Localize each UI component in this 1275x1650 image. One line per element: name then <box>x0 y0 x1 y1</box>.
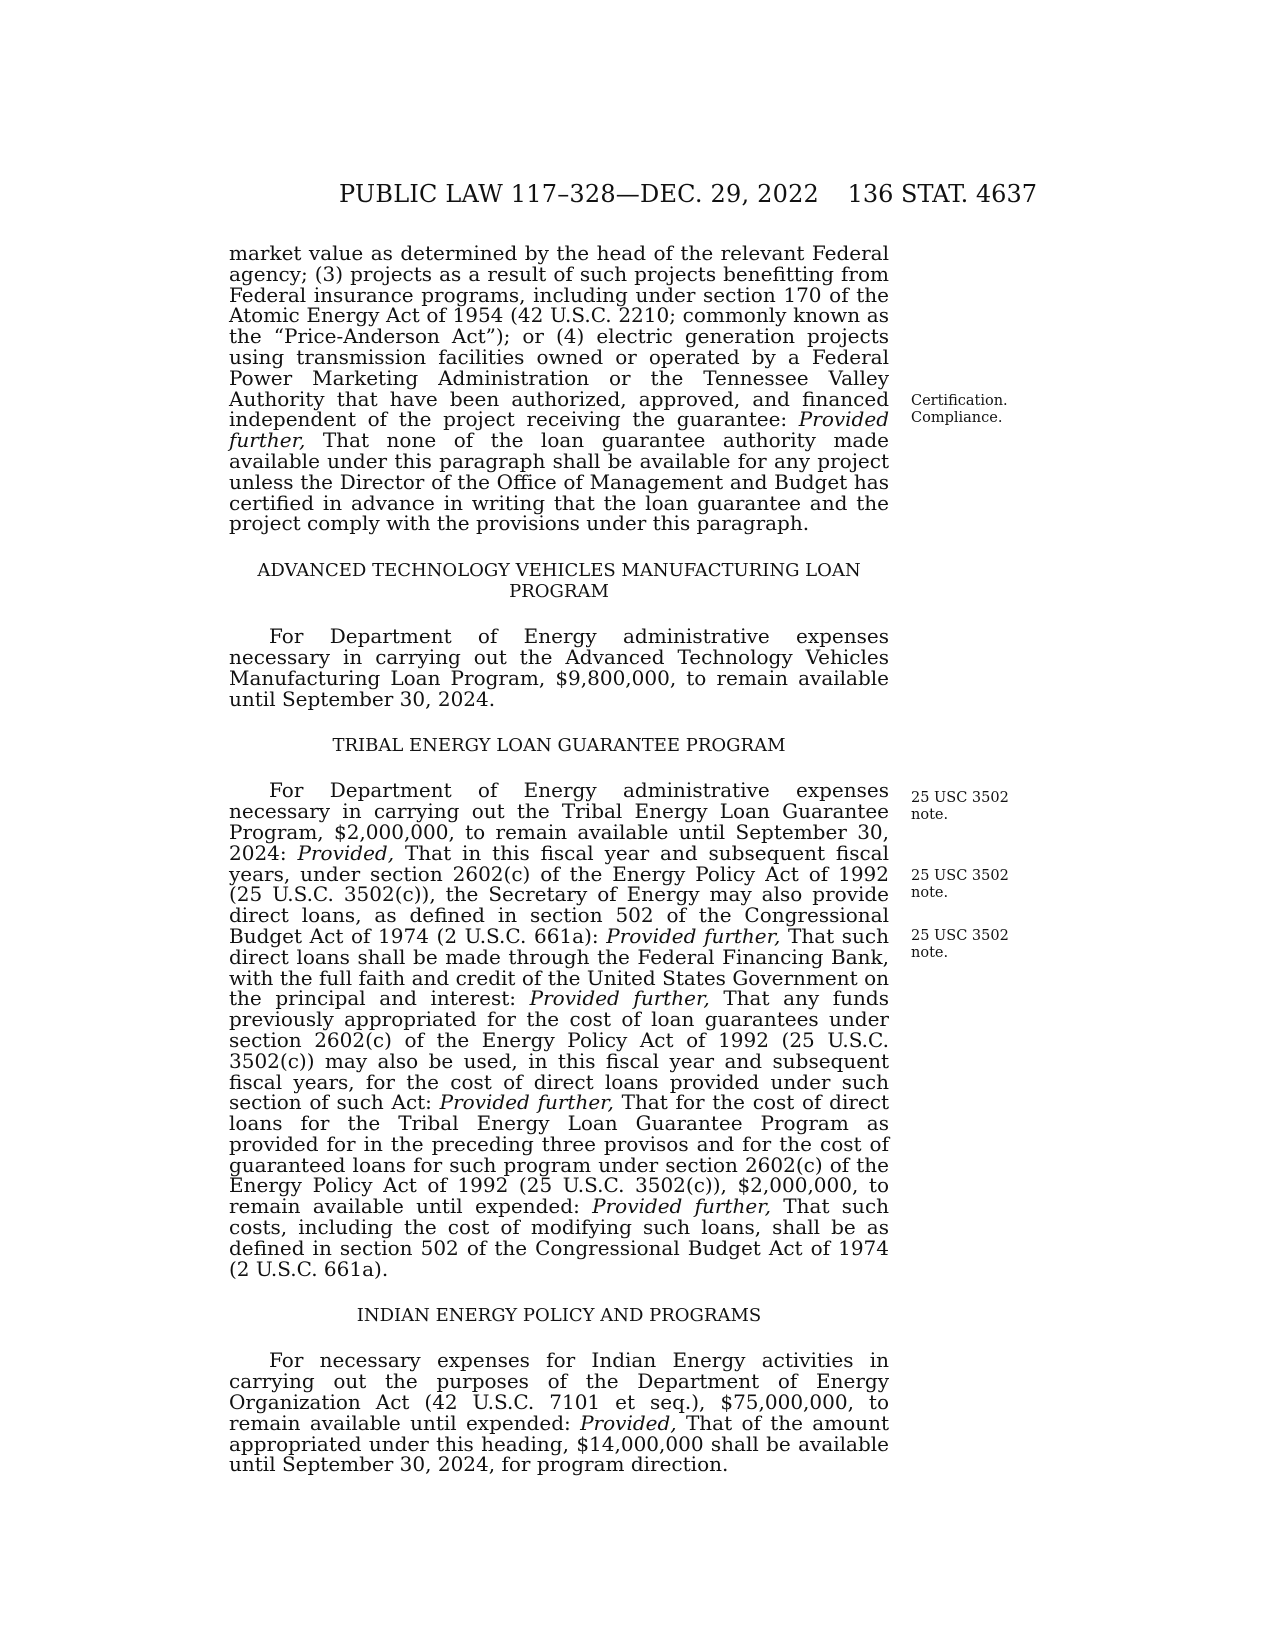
heading-advanced-technology-vehicles: ADVANCED TECHNOLOGY VEHICLES MANUFACTURING LOAN PROGRAM <box>257 560 861 603</box>
stat-page-number: 136 STAT. 4637 <box>847 180 1037 208</box>
margin-note-certification: Certification. Compliance. <box>911 393 1008 426</box>
paragraph-indian-energy: For necessary expenses for Indian Energy activities in carrying out the purposes of the Department of Energy Organization Act (42 U.S.C. 7101 et seq.), $75,000,000, to remain available until expended: Provided, That of the amount appropriated under this heading, $14,000,000 shall be available until September 30, 2024, for program direction. <box>229 1348 889 1477</box>
heading-indian-energy: INDIAN ENERGY POLICY AND PROGRAMS <box>356 1305 762 1327</box>
document-body <box>229 243 889 1475</box>
running-head: PUBLIC LAW 117–328—DEC. 29, 2022 <box>339 180 820 208</box>
page-header <box>229 180 1037 220</box>
paragraph-atvm: For Department of Energy administrative expenses necessary in carrying out the Advanced Technology Vehicles Manufacturing Loan Program, $9,800,000, to remain available until September 30, 2024. <box>229 624 889 711</box>
paragraph-tribal-energy: For Department of Energy administrative expenses necessary in carrying out the Tribal Energy Loan Guarantee Program, $2,000,000, to remain available until September 30, 2024: Provided, That in this fiscal year and subsequent fiscal years, under section 2602(c) of the Energy Policy Act of 1992 (25 U.S.C. 3502(c)), the Secretary of Energy may also provide direct loans, as defined in section 502 of the Congressional Budget Act of 1974 (2 U.S.C. 661a): Provided further, That such direct loans shall be made through the Federal Financing Bank, with the full faith and credit of the United States Government on the principal and interest: Provided further, That any funds previously appropriated for the cost of loan guarantees under section 2602(c) of the Energy Policy Act of 1992 (25 U.S.C. 3502(c)) may also be used, in this fiscal year and subsequent fiscal years, for the cost of direct loans provided under such section of such Act: Provided further, That for the cost of direct loans for the Tribal Energy Loan Guarantee Program as provided for in the preceding three provisos and for the cost of guaranteed loans for such program under section 2602(c) of the Energy Policy Act of 1992 (25 U.S.C. 3502(c)), $2,000,000, to remain available until expended: Provided further, That such costs, including the cost of modifying such loans, shall be as defined in section 502 of the Congressional Budget Act of 1974 (2 U.S.C. 661a). <box>229 778 890 1281</box>
margin-note-usc: 25 USC 3502 note. <box>911 928 1009 961</box>
margin-note-usc: 25 USC 3502 note. <box>911 790 1009 823</box>
paragraph-continued: market value as determined by the head of the relevant Federal agency; (3) projects as a result of such projects benefitting from Federal insurance programs, including under section 170 of the Atomic Energy Act of 1954 (42 U.S.C. 2210; commonly known as the “Price-Anderson Act”); or (4) electric generation projects using transmission facilities owned or operated by a Federal Power Marketing Administration or the Tennessee Valley Authority that have been authorized, approved, and financed independent of the project receiving the guarantee: Provided further, That none of the loan guarantee authority made available under this paragraph shall be available for any project unless the Director of the Office of Management and Budget has certified in advance in writing that the loan guarantee and the project comply with the provisions under this paragraph. <box>229 241 889 536</box>
margin-note-usc: 25 USC 3502 note. <box>911 868 1009 901</box>
heading-tribal-energy: TRIBAL ENERGY LOAN GUARANTEE PROGRAM <box>332 735 786 757</box>
